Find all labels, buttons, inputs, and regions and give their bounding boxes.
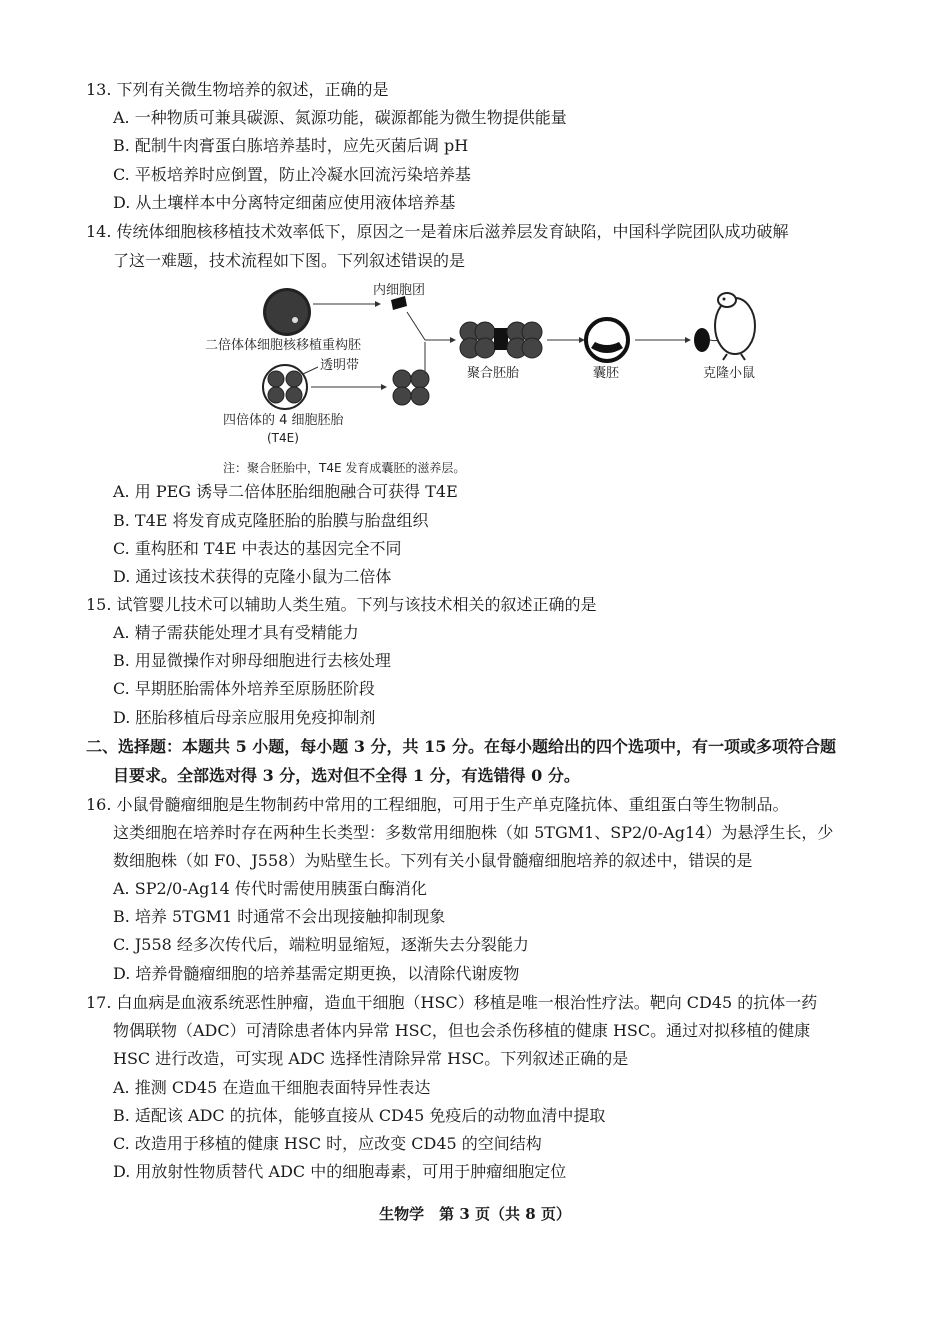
label-tetraploid: 四倍体的 4 细胞胚胎 [223, 413, 344, 428]
aggregate-embryo-icon [460, 322, 542, 358]
label-blastocyst: 囊胚 [593, 366, 620, 381]
q14-stem-line2: 了这一难题，技术流程如下图。下列叙述错误的是 [113, 251, 466, 270]
icm-block-icon [391, 296, 407, 310]
q17-stem-line3: HSC 进行改造，可实现 ADC 选择性清除异常 HSC。下列叙述正确的是 [113, 1049, 629, 1068]
tetraploid-embryo-icon [263, 365, 307, 409]
q13-option-c: C. 平板培养时应倒置，防止冷凝水回流污染培养基 [113, 165, 471, 184]
q17-option-b: B. 适配该 ADC 的抗体，能够直接从 CD45 免疫后的动物血清中提取 [113, 1106, 606, 1125]
q17-stem-line2: 物偶联物（ADC）可清除患者体内异常 HSC，但也会杀伤移植的健康 HSC。通过对拟移植的健康 [113, 1021, 811, 1040]
q14-option-c: C. 重构胚和 T4E 中表达的基因完全不同 [113, 539, 402, 558]
diploid-embryo-icon [263, 288, 311, 336]
q16-stem-line1: 16. 小鼠骨髓瘤细胞是生物制药中常用的工程细胞，可用于生产单克隆抗体、重组蛋白等生物制品。 [86, 795, 789, 814]
q17-option-d: D. 用放射性物质替代 ADC 中的细胞毒素，可用于肿瘤细胞定位 [113, 1162, 567, 1181]
page-footer: 生物学 第 3 页（共 8 页） [379, 1205, 571, 1223]
q13-option-b: B. 配制牛肉膏蛋白胨培养基时，应先灭菌后调 pH [113, 136, 469, 155]
q17-option-c: C. 改造用于移植的健康 HSC 时，应改变 CD45 的空间结构 [113, 1134, 542, 1153]
section2-heading-cont: 目要求。全部选对得 3 分，选对但不全得 1 分，有选错得 0 分。 [113, 766, 580, 785]
q13-option-d: D. 从土壤样本中分离特定细菌应使用液体培养基 [113, 193, 456, 212]
q15-option-d: D. 胚胎移植后母亲应服用免疫抑制剂 [113, 708, 376, 727]
label-diploid: 二倍体体细胞核移植重构胚 [205, 338, 362, 353]
label-t4e: (T4E) [267, 431, 299, 445]
q17-stem-line1: 17. 白血病是血液系统恶性肿瘤，造血干细胞（HSC）移植是唯一根治性疗法。靶向 CD45 的抗体一药 [86, 993, 818, 1012]
zona-pointer [303, 367, 318, 374]
clone-mouse-icon [694, 293, 755, 360]
q13-option-a: A. 一种物质可兼具碳源、氮源功能，碳源都能为微生物提供能量 [113, 108, 567, 127]
q16-option-a: A. SP2/0-Ag14 传代时需使用胰蛋白酶消化 [113, 879, 427, 898]
q15-option-b: B. 用显微操作对卵母细胞进行去核处理 [113, 651, 391, 670]
q14-option-a: A. 用 PEG 诱导二倍体胚胎细胞融合可获得 T4E [113, 482, 458, 501]
q14-option-b: B. T4E 将发育成克隆胚胎的胎膜与胎盘组织 [113, 511, 429, 530]
label-clone: 克隆小鼠 [703, 366, 756, 381]
q16-option-c: C. J558 经多次传代后，端粒明显缩短，逐渐失去分裂能力 [113, 935, 529, 954]
q14-figure [195, 282, 775, 482]
blastocyst-icon [586, 319, 628, 361]
section2-heading: 二、选择题：本题共 5 小题，每小题 3 分，共 15 分。在每小题给出的四个选项中，有一项或多项符合题 [86, 737, 836, 756]
q15-stem: 15. 试管婴儿技术可以辅助人类生殖。下列与该技术相关的叙述正确的是 [86, 595, 597, 614]
q13-stem: 13. 下列有关微生物培养的叙述，正确的是 [86, 80, 389, 99]
q14-stem-line1: 14. 传统体细胞核移植技术效率低下，原因之一是着床后滋养层发育缺陷，中国科学院团队成功破解 [86, 222, 789, 241]
label-icm: 内细胞团 [373, 283, 426, 298]
label-aggregate: 聚合胚胎 [467, 366, 520, 381]
q16-stem-line2: 这类细胞在培养时存在两种生长类型：多数常用细胞株（如 5TGM1、SP2/0-Ag14）为悬浮生长，少 [113, 823, 834, 842]
q15-option-c: C. 早期胚胎需体外培养至原肠胚阶段 [113, 679, 375, 698]
figure-note: 注：聚合胚胎中，T4E 发育成囊胚的滋养层。 [223, 461, 466, 475]
label-zona: 透明带 [320, 358, 360, 373]
q16-option-b: B. 培养 5TGM1 时通常不会出现接触抑制现象 [113, 907, 446, 926]
q17-option-a: A. 推测 CD45 在造血干细胞表面特异性表达 [113, 1078, 431, 1097]
q15-option-a: A. 精子需获能处理才具有受精能力 [113, 623, 359, 642]
zona-free-embryo-icon [393, 370, 429, 405]
q14-option-d: D. 通过该技术获得的克隆小鼠为二倍体 [113, 567, 392, 586]
q16-option-d: D. 培养骨髓瘤细胞的培养基需定期更换，以清除代谢废物 [113, 964, 520, 983]
merge-line-top [407, 312, 425, 340]
q16-stem-line3: 数细胞株（如 F0、J558）为贴壁生长。下列有关小鼠骨髓瘤细胞培养的叙述中，错误的是 [113, 851, 753, 870]
